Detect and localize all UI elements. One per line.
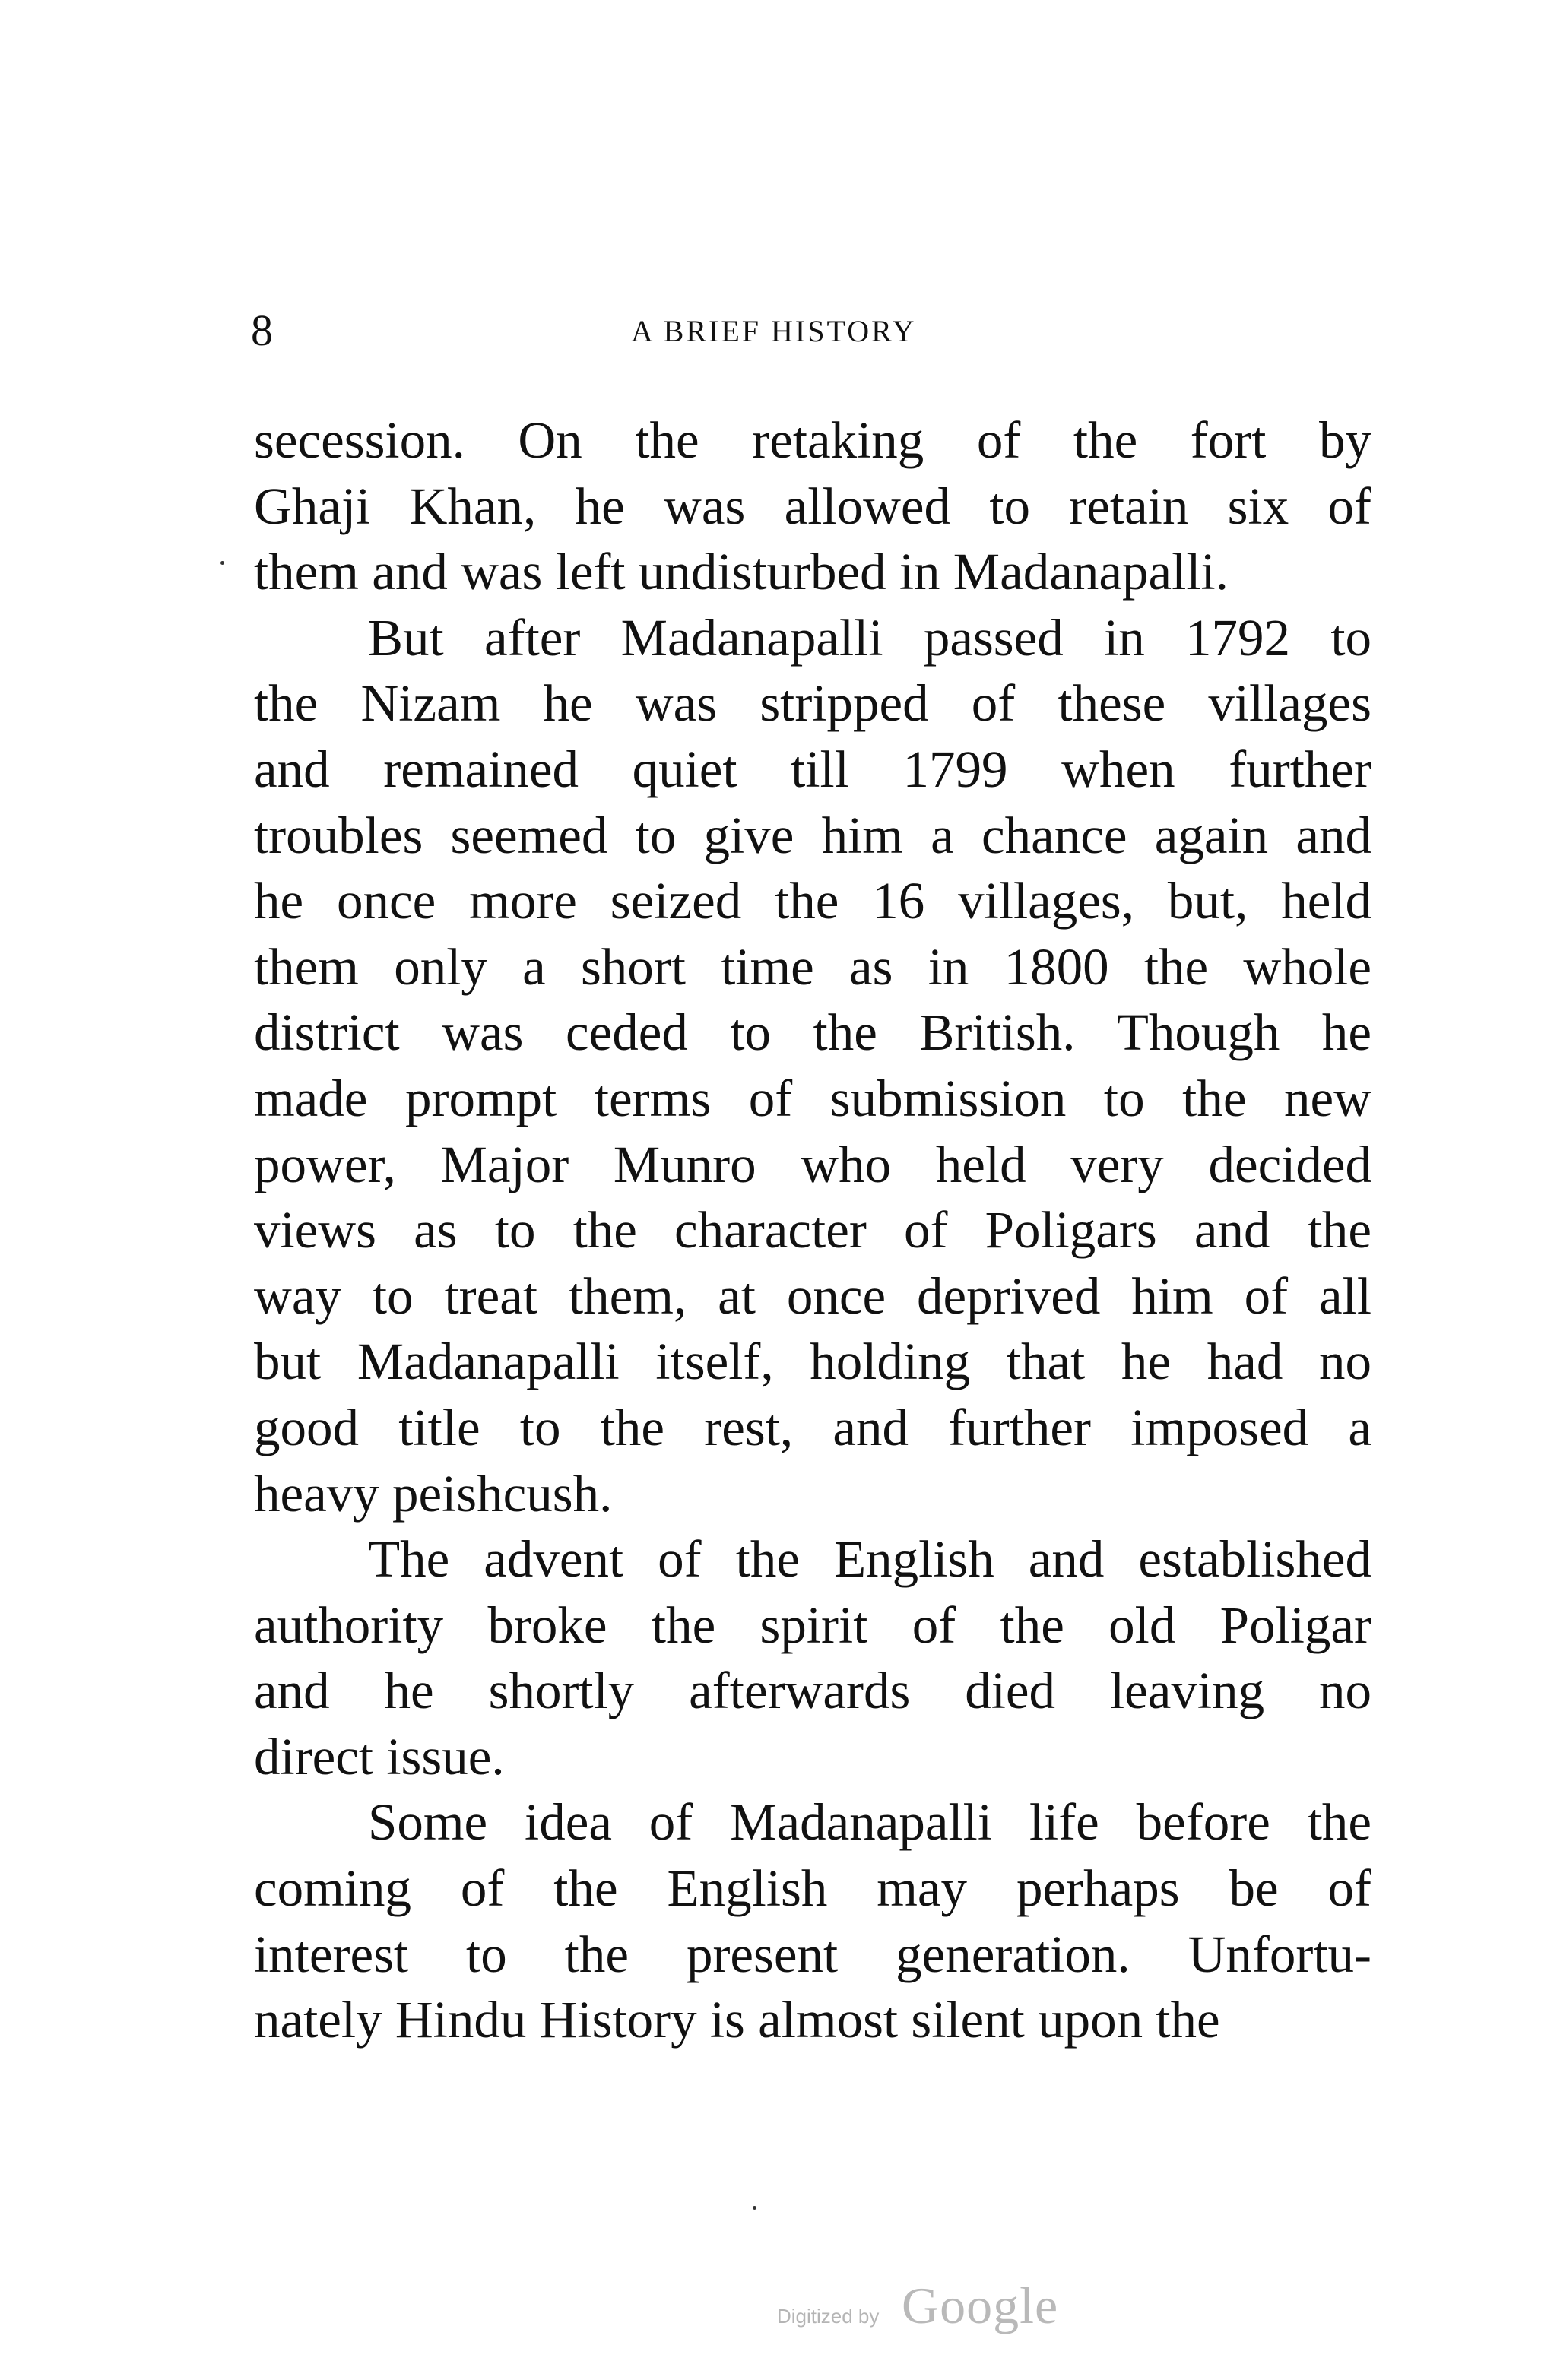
text-line: The advent of the English and established [368, 1530, 1371, 1589]
text-line: power, Major Munro who held very decided [254, 1135, 1371, 1193]
text-line: interest to the present generation. Unfortu- [254, 1925, 1371, 1983]
running-head-title: A BRIEF HISTORY [631, 314, 917, 348]
text-line: Ghaji Khan, he was allowed to retain six of [254, 477, 1371, 535]
text-line: and remained quiet till 1799 when further [254, 740, 1371, 798]
running-head [251, 304, 1376, 357]
text-line: But after Madanapalli passed in 1792 to [368, 608, 1371, 667]
text-line: them and was left undisturbed in Madanapalli. [254, 543, 1229, 601]
google-logo: Google [902, 2277, 1059, 2334]
scan-speck [753, 2206, 756, 2210]
text-line: secession. On the retaking of the fort by [254, 411, 1371, 469]
text-line: coming of the English may perhaps be of [254, 1859, 1371, 1918]
text-line: Some idea of Madanapalli life before the [368, 1793, 1371, 1852]
text-line: direct issue. [254, 1727, 505, 1786]
text-line: authority broke the spirit of the old Poligar [254, 1596, 1371, 1654]
text-line: heavy peishcush. [254, 1464, 613, 1523]
page-number: 8 [251, 306, 273, 355]
text-line: but Madanapalli itself, holding that he had no [254, 1333, 1371, 1391]
body-text [254, 407, 1371, 2053]
text-line: views as to the character of Poligars and the [254, 1201, 1371, 1260]
text-line: troubles seemed to give him a chance again and [254, 806, 1371, 864]
text-line: made prompt terms of submission to the new [254, 1069, 1371, 1127]
text-line: good title to the rest, and further imposed a [254, 1398, 1371, 1456]
digitized-watermark [777, 2276, 1096, 2337]
text-line: them only a short time as in 1800 the whole [254, 937, 1371, 996]
text-line: he once more seized the 16 villages, but, held [254, 872, 1371, 930]
watermark-prefix: Digitized by [777, 2305, 880, 2328]
scan-speck [220, 561, 224, 565]
text-line: nately Hindu History is almost silent upon the [254, 1991, 1220, 2049]
text-line: the Nizam he was stripped of these villages [254, 674, 1371, 733]
text-line: district was ceded to the British. Though he [254, 1003, 1371, 1062]
text-line: and he shortly afterwards died leaving no [254, 1662, 1371, 1720]
text-line: way to treat them, at once deprived him of all [254, 1266, 1371, 1325]
